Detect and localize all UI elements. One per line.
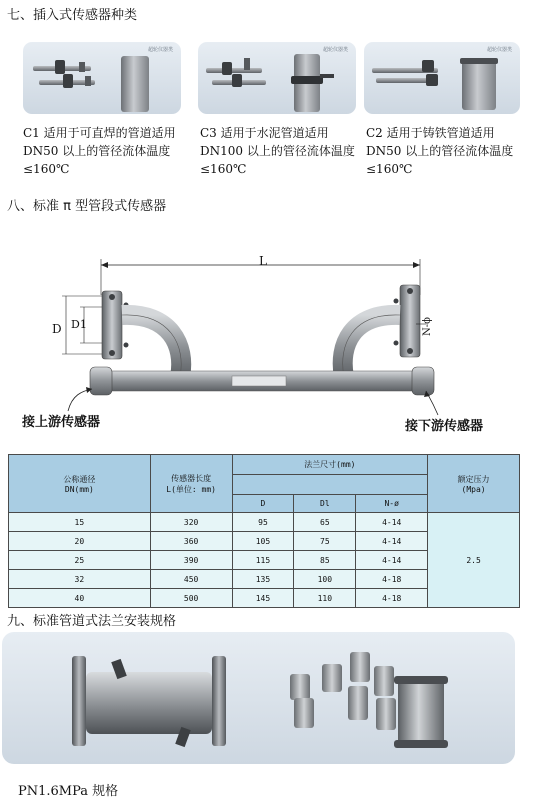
upstream-sensor-label: 接上游传感器 [22,415,101,430]
header-d: D [232,495,294,513]
table-row: 20 360 105 75 4-14 [9,532,520,551]
header-pressure: 额定压力 (Mpa) [428,455,520,513]
caption-c3: C3 适用于水泥管道适用DN100 以上的管径流体温度≤160℃ [200,126,355,176]
header-dn: 公称通径 DN(mm) [9,455,151,513]
header-n: N-ø [356,495,428,513]
dimension-l-label: L [259,254,267,268]
dimension-n-label: N-ϕ [422,317,433,336]
table-row: 40 500 145 110 4-18 [9,589,520,608]
table-row: 32 450 135 100 4-18 [9,570,520,589]
pi-sensor-diagram [0,225,537,440]
sensor-photo-c3 [198,42,356,114]
header-length: 传感器长度 L(单位: mm) [150,455,232,513]
caption-c2: C2 适用于铸铁管道适用DN50 以上的管径流体温度≤160℃ [366,126,514,176]
downstream-sensor-label: 接下游传感器 [405,419,484,434]
sensor-photo-c1 [23,42,181,114]
sensor-photo-c2 [364,42,520,114]
flange-install-photo [2,632,515,764]
dimension-d1-label: D1 [71,318,87,331]
caption-c1: C1 适用于可直焊的管道适用 DN50 以上的管径流体温度≤160℃ [23,126,176,176]
pressure-value: 2.5 [428,513,520,608]
photo-tag: 超轮仪器类 [486,47,512,53]
pn-spec-caption: PN1.6MPa 规格 [18,784,119,799]
table-row: 25 390 115 85 4-14 [9,551,520,570]
section-9-title: 九、标准管道式法兰安装规格 [7,614,177,629]
pi-sensor-spec-table [8,454,520,608]
dimension-d-label: D [52,322,62,336]
header-d1: Dl [294,495,356,513]
header-flange: 法兰尺寸(mm) [232,455,428,475]
table-row: 15 320 95 65 4-14 2.5 [9,513,520,532]
photo-tag: 超轮仪器类 [147,47,173,53]
section-8-title: 八、标准 π 型管段式传感器 [7,199,167,214]
photo-tag: 超轮仪器类 [322,47,348,53]
section-7-title: 七、插入式传感器种类 [7,8,138,23]
